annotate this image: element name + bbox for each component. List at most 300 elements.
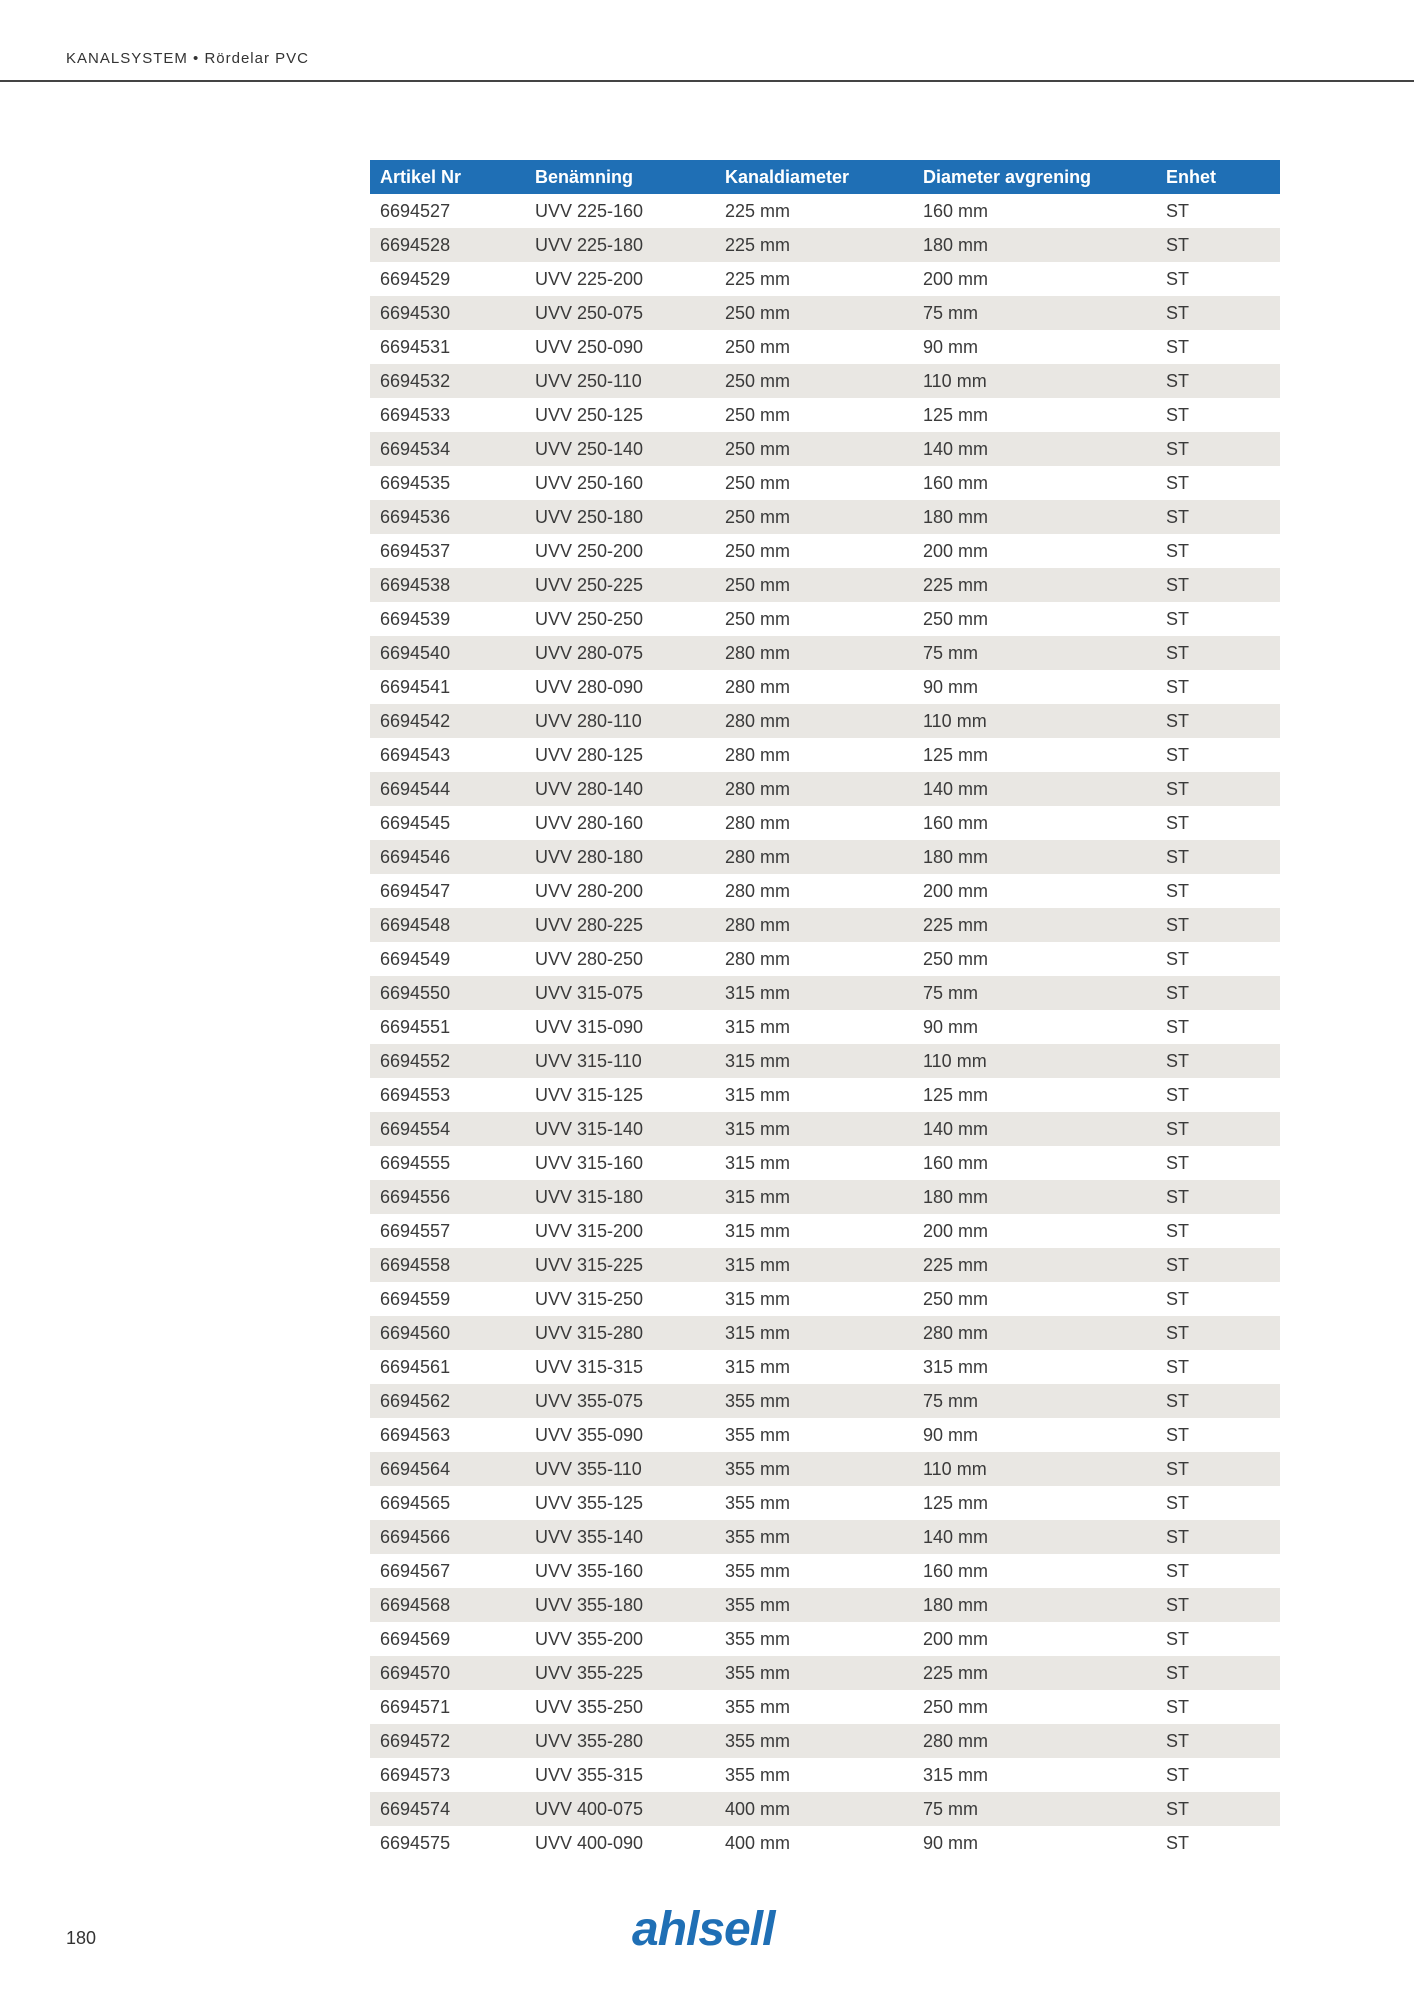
cell-benamning: UVV 315-250 (535, 1288, 644, 1309)
cell-enhet: ST (1156, 1724, 1280, 1758)
cell-diameter-avgrening: 180 mm (913, 840, 1156, 874)
cell-diameter-avgrening: 140 mm (913, 432, 1156, 466)
cell-artikel-nr: 6694575 (380, 1832, 451, 1853)
cell-kanaldiameter: 315 mm (725, 1084, 791, 1105)
cell-diameter-avgrening: 200 mm (923, 540, 989, 561)
cell-artikel-nr: 6694569 (380, 1628, 451, 1649)
table-row (370, 1418, 1280, 1452)
cell-enhet: ST (1156, 976, 1280, 1010)
cell-enhet: ST (1156, 1248, 1280, 1282)
cell-enhet: ST (1166, 812, 1190, 833)
cell-kanaldiameter: 315 mm (715, 976, 913, 1010)
cell-diameter-avgrening: 280 mm (913, 1316, 1156, 1350)
cell-kanaldiameter: 250 mm (725, 336, 791, 357)
cell-kanaldiameter: 250 mm (715, 432, 913, 466)
cell-diameter-avgrening: 110 mm (913, 364, 1156, 398)
cell-enhet: ST (1166, 1356, 1190, 1377)
cell-enhet: ST (1156, 1792, 1280, 1826)
cell-benamning: UVV 400-075 (525, 1792, 715, 1826)
table-row (370, 1078, 1280, 1112)
cell-benamning: UVV 280-075 (525, 636, 715, 670)
cell-diameter-avgrening: 75 mm (913, 1384, 1156, 1418)
cell-benamning: UVV 280-160 (535, 812, 644, 833)
table-row (370, 296, 1280, 330)
cell-kanaldiameter: 250 mm (725, 540, 791, 561)
cell-enhet: ST (1166, 1832, 1190, 1853)
cell-enhet: ST (1156, 1180, 1280, 1214)
cell-enhet: ST (1166, 1152, 1190, 1173)
cell-artikel-nr: 6694567 (380, 1560, 451, 1581)
cell-benamning: UVV 355-225 (525, 1656, 715, 1690)
cell-diameter-avgrening: 140 mm (913, 772, 1156, 806)
table-row (370, 1350, 1280, 1384)
column-header-benamning: Benämning (525, 160, 715, 194)
cell-kanaldiameter: 280 mm (715, 840, 913, 874)
cell-kanaldiameter: 355 mm (725, 1628, 791, 1649)
cell-enhet: ST (1166, 1764, 1190, 1785)
cell-kanaldiameter: 355 mm (715, 1588, 913, 1622)
table-row (370, 262, 1280, 296)
cell-artikel-nr: 6694531 (380, 336, 451, 357)
cell-kanaldiameter: 355 mm (725, 1764, 791, 1785)
cell-enhet: ST (1156, 364, 1280, 398)
cell-kanaldiameter: 315 mm (715, 1044, 913, 1078)
table-row (370, 1486, 1280, 1520)
cell-benamning: UVV 250-180 (525, 500, 715, 534)
table-row (370, 1316, 1280, 1350)
page-number: 180 (66, 1928, 97, 1948)
cell-kanaldiameter: 355 mm (725, 1696, 791, 1717)
cell-enhet: ST (1156, 432, 1280, 466)
cell-benamning: UVV 355-315 (535, 1764, 644, 1785)
cell-benamning: UVV 225-180 (525, 228, 715, 262)
cell-enhet: ST (1156, 636, 1280, 670)
cell-benamning: UVV 250-125 (535, 404, 644, 425)
cell-enhet: ST (1166, 608, 1190, 629)
cell-diameter-avgrening: 200 mm (923, 1220, 989, 1241)
cell-enhet: ST (1166, 1016, 1190, 1037)
cell-artikel-nr: 6694533 (380, 404, 451, 425)
cell-benamning: UVV 250-225 (525, 568, 715, 602)
cell-benamning: UVV 280-250 (535, 948, 644, 969)
cell-artikel-nr: 6694553 (380, 1084, 451, 1105)
cell-artikel-nr: 6694556 (370, 1180, 525, 1214)
cell-diameter-avgrening: 225 mm (913, 1656, 1156, 1690)
table-row (370, 874, 1280, 908)
cell-diameter-avgrening: 75 mm (913, 1792, 1156, 1826)
cell-diameter-avgrening: 125 mm (923, 1492, 989, 1513)
cell-benamning: UVV 280-180 (525, 840, 715, 874)
cell-enhet: ST (1166, 268, 1190, 289)
cell-diameter-avgrening: 180 mm (913, 500, 1156, 534)
cell-benamning: UVV 250-110 (525, 364, 715, 398)
cell-enhet: ST (1156, 1656, 1280, 1690)
cell-kanaldiameter: 400 mm (715, 1792, 913, 1826)
cell-benamning: UVV 225-160 (535, 200, 644, 221)
cell-artikel-nr: 6694541 (380, 676, 451, 697)
cell-kanaldiameter: 250 mm (715, 364, 913, 398)
cell-benamning: UVV 250-075 (525, 296, 715, 330)
cell-enhet: ST (1156, 704, 1280, 738)
table-row (370, 806, 1280, 840)
cell-diameter-avgrening: 280 mm (913, 1724, 1156, 1758)
cell-benamning: UVV 315-125 (535, 1084, 644, 1105)
cell-benamning: UVV 315-160 (535, 1152, 644, 1173)
cell-diameter-avgrening: 140 mm (913, 1520, 1156, 1554)
cell-enhet: ST (1166, 948, 1190, 969)
table-row (370, 194, 1280, 228)
cell-benamning: UVV 315-110 (525, 1044, 715, 1078)
cell-kanaldiameter: 315 mm (715, 1316, 913, 1350)
table-row (370, 1044, 1280, 1078)
cell-benamning: UVV 280-225 (525, 908, 715, 942)
cell-artikel-nr: 6694568 (370, 1588, 525, 1622)
cell-diameter-avgrening: 140 mm (913, 1112, 1156, 1146)
cell-diameter-avgrening: 160 mm (923, 1152, 989, 1173)
cell-diameter-avgrening: 160 mm (923, 812, 989, 833)
cell-artikel-nr: 6694563 (380, 1424, 451, 1445)
cell-benamning: UVV 355-110 (525, 1452, 715, 1486)
cell-diameter-avgrening: 75 mm (913, 296, 1156, 330)
cell-kanaldiameter: 280 mm (725, 880, 791, 901)
cell-diameter-avgrening: 75 mm (913, 636, 1156, 670)
cell-artikel-nr: 6694561 (380, 1356, 451, 1377)
cell-enhet: ST (1156, 1520, 1280, 1554)
cell-diameter-avgrening: 225 mm (913, 908, 1156, 942)
table-row (370, 976, 1280, 1010)
cell-kanaldiameter: 355 mm (715, 1452, 913, 1486)
cell-kanaldiameter: 280 mm (725, 676, 791, 697)
cell-enhet: ST (1166, 336, 1190, 357)
cell-diameter-avgrening: 250 mm (923, 608, 989, 629)
cell-kanaldiameter: 225 mm (725, 200, 791, 221)
cell-artikel-nr: 6694570 (370, 1656, 525, 1690)
cell-artikel-nr: 6694546 (370, 840, 525, 874)
cell-diameter-avgrening: 225 mm (913, 1248, 1156, 1282)
table-body (370, 194, 1280, 1860)
cell-diameter-avgrening: 110 mm (913, 704, 1156, 738)
cell-kanaldiameter: 315 mm (715, 1248, 913, 1282)
cell-diameter-avgrening: 125 mm (923, 404, 989, 425)
cell-diameter-avgrening: 250 mm (923, 948, 989, 969)
cell-artikel-nr: 6694527 (380, 200, 451, 221)
cell-artikel-nr: 6694574 (370, 1792, 525, 1826)
column-header-diameter-avgrening: Diameter avgrening (913, 160, 1156, 194)
cell-diameter-avgrening: 90 mm (923, 1424, 979, 1445)
cell-artikel-nr: 6694558 (370, 1248, 525, 1282)
table-row (370, 840, 1280, 874)
cell-enhet: ST (1166, 472, 1190, 493)
cell-diameter-avgrening: 315 mm (923, 1764, 989, 1785)
cell-kanaldiameter: 315 mm (725, 1152, 791, 1173)
cell-artikel-nr: 6694566 (370, 1520, 525, 1554)
cell-diameter-avgrening: 125 mm (923, 744, 989, 765)
cell-benamning: UVV 315-140 (525, 1112, 715, 1146)
table-row (370, 1792, 1280, 1826)
cell-kanaldiameter: 355 mm (725, 1492, 791, 1513)
cell-enhet: ST (1156, 1316, 1280, 1350)
table-row (370, 568, 1280, 602)
table-row (370, 364, 1280, 398)
table-header-row (370, 160, 1280, 194)
table-row (370, 1248, 1280, 1282)
product-table (370, 160, 1280, 1860)
cell-enhet: ST (1156, 1452, 1280, 1486)
cell-enhet: ST (1156, 228, 1280, 262)
cell-kanaldiameter: 315 mm (725, 1016, 791, 1037)
cell-diameter-avgrening: 160 mm (923, 1560, 989, 1581)
table-row (370, 1010, 1280, 1044)
cell-diameter-avgrening: 200 mm (923, 880, 989, 901)
cell-benamning: UVV 355-280 (525, 1724, 715, 1758)
ahlsell-logo: ahlsell (632, 1903, 775, 1956)
table-row (370, 1826, 1280, 1860)
cell-kanaldiameter: 280 mm (715, 704, 913, 738)
table-row (370, 670, 1280, 704)
cell-artikel-nr: 6694532 (370, 364, 525, 398)
table-row (370, 398, 1280, 432)
table-row (370, 228, 1280, 262)
cell-artikel-nr: 6694560 (370, 1316, 525, 1350)
cell-enhet: ST (1166, 404, 1190, 425)
cell-artikel-nr: 6694547 (380, 880, 451, 901)
cell-kanaldiameter: 280 mm (715, 636, 913, 670)
cell-diameter-avgrening: 200 mm (923, 268, 989, 289)
cell-benamning: UVV 250-200 (535, 540, 644, 561)
cell-artikel-nr: 6694573 (380, 1764, 451, 1785)
cell-enhet: ST (1156, 296, 1280, 330)
cell-artikel-nr: 6694559 (380, 1288, 451, 1309)
table-row (370, 704, 1280, 738)
cell-benamning: UVV 280-090 (535, 676, 644, 697)
cell-artikel-nr: 6694539 (380, 608, 451, 629)
cell-kanaldiameter: 355 mm (725, 1424, 791, 1445)
cell-benamning: UVV 280-200 (535, 880, 644, 901)
table-row (370, 1690, 1280, 1724)
cell-artikel-nr: 6694543 (380, 744, 451, 765)
column-header-kanaldiameter: Kanaldiameter (715, 160, 913, 194)
cell-benamning: UVV 355-140 (525, 1520, 715, 1554)
cell-artikel-nr: 6694552 (370, 1044, 525, 1078)
table-row (370, 1146, 1280, 1180)
cell-artikel-nr: 6694535 (380, 472, 451, 493)
cell-kanaldiameter: 315 mm (715, 1180, 913, 1214)
cell-benamning: UVV 280-125 (535, 744, 644, 765)
cell-kanaldiameter: 355 mm (715, 1724, 913, 1758)
cell-enhet: ST (1166, 1560, 1190, 1581)
cell-diameter-avgrening: 160 mm (923, 472, 989, 493)
cell-kanaldiameter: 280 mm (715, 772, 913, 806)
cell-benamning: UVV 225-200 (535, 268, 644, 289)
cell-diameter-avgrening: 180 mm (913, 1588, 1156, 1622)
cell-artikel-nr: 6694537 (380, 540, 451, 561)
cell-kanaldiameter: 280 mm (725, 948, 791, 969)
cell-diameter-avgrening: 90 mm (923, 1832, 979, 1853)
table-row (370, 1622, 1280, 1656)
column-header-enhet: Enhet (1156, 160, 1280, 194)
cell-artikel-nr: 6694551 (380, 1016, 451, 1037)
cell-diameter-avgrening: 250 mm (923, 1696, 989, 1717)
cell-kanaldiameter: 315 mm (725, 1356, 791, 1377)
cell-diameter-avgrening: 250 mm (923, 1288, 989, 1309)
cell-enhet: ST (1156, 1112, 1280, 1146)
table-row (370, 1656, 1280, 1690)
cell-diameter-avgrening: 180 mm (913, 1180, 1156, 1214)
cell-diameter-avgrening: 75 mm (913, 976, 1156, 1010)
cell-benamning: UVV 280-140 (525, 772, 715, 806)
cell-kanaldiameter: 280 mm (725, 744, 791, 765)
cell-kanaldiameter: 250 mm (725, 472, 791, 493)
cell-benamning: UVV 355-160 (535, 1560, 644, 1581)
cell-kanaldiameter: 315 mm (715, 1112, 913, 1146)
cell-kanaldiameter: 280 mm (725, 812, 791, 833)
column-header-artikel-nr: Artikel Nr (370, 160, 525, 194)
cell-diameter-avgrening: 90 mm (923, 336, 979, 357)
cell-kanaldiameter: 250 mm (725, 608, 791, 629)
cell-diameter-avgrening: 90 mm (923, 676, 979, 697)
cell-artikel-nr: 6694536 (370, 500, 525, 534)
cell-enhet: ST (1166, 1288, 1190, 1309)
cell-enhet: ST (1166, 1084, 1190, 1105)
cell-benamning: UVV 400-090 (535, 1832, 644, 1853)
table-row (370, 942, 1280, 976)
cell-artikel-nr: 6694555 (380, 1152, 451, 1173)
cell-enhet: ST (1166, 1696, 1190, 1717)
table-row (370, 432, 1280, 466)
table-row (370, 1282, 1280, 1316)
cell-artikel-nr: 6694554 (370, 1112, 525, 1146)
table-row (370, 738, 1280, 772)
cell-kanaldiameter: 280 mm (715, 908, 913, 942)
cell-artikel-nr: 6694534 (370, 432, 525, 466)
cell-benamning: UVV 355-125 (535, 1492, 644, 1513)
cell-artikel-nr: 6694530 (370, 296, 525, 330)
cell-kanaldiameter: 315 mm (725, 1220, 791, 1241)
cell-artikel-nr: 6694562 (370, 1384, 525, 1418)
cell-benamning: UVV 315-075 (525, 976, 715, 1010)
header-divider (0, 80, 1414, 82)
cell-enhet: ST (1156, 568, 1280, 602)
cell-enhet: ST (1166, 744, 1190, 765)
cell-artikel-nr: 6694528 (370, 228, 525, 262)
cell-kanaldiameter: 355 mm (715, 1656, 913, 1690)
table-row (370, 1112, 1280, 1146)
cell-benamning: UVV 250-160 (535, 472, 644, 493)
table-row (370, 1554, 1280, 1588)
table-row (370, 500, 1280, 534)
cell-enhet: ST (1166, 200, 1190, 221)
cell-artikel-nr: 6694549 (380, 948, 451, 969)
cell-artikel-nr: 6694557 (380, 1220, 451, 1241)
cell-artikel-nr: 6694540 (370, 636, 525, 670)
cell-benamning: UVV 355-090 (535, 1424, 644, 1445)
table-row (370, 1588, 1280, 1622)
cell-enhet: ST (1166, 1424, 1190, 1445)
table-row (370, 636, 1280, 670)
cell-artikel-nr: 6694542 (370, 704, 525, 738)
cell-benamning: UVV 280-110 (525, 704, 715, 738)
cell-diameter-avgrening: 180 mm (913, 228, 1156, 262)
cell-diameter-avgrening: 160 mm (923, 200, 989, 221)
cell-enhet: ST (1166, 1628, 1190, 1649)
cell-kanaldiameter: 250 mm (715, 296, 913, 330)
table-row (370, 1180, 1280, 1214)
table-row (370, 1520, 1280, 1554)
cell-enhet: ST (1166, 1492, 1190, 1513)
cell-enhet: ST (1156, 1044, 1280, 1078)
cell-kanaldiameter: 250 mm (715, 500, 913, 534)
table-row (370, 1384, 1280, 1418)
cell-kanaldiameter: 250 mm (715, 568, 913, 602)
cell-diameter-avgrening: 90 mm (923, 1016, 979, 1037)
table-row (370, 330, 1280, 364)
cell-artikel-nr: 6694550 (370, 976, 525, 1010)
table-row (370, 466, 1280, 500)
cell-enhet: ST (1156, 908, 1280, 942)
cell-artikel-nr: 6694544 (370, 772, 525, 806)
cell-diameter-avgrening: 110 mm (913, 1452, 1156, 1486)
cell-artikel-nr: 6694545 (380, 812, 451, 833)
cell-enhet: ST (1166, 880, 1190, 901)
cell-benamning: UVV 315-090 (535, 1016, 644, 1037)
cell-diameter-avgrening: 315 mm (923, 1356, 989, 1377)
table-row (370, 534, 1280, 568)
cell-enhet: ST (1156, 840, 1280, 874)
table-row (370, 908, 1280, 942)
cell-benamning: UVV 315-280 (525, 1316, 715, 1350)
cell-artikel-nr: 6694571 (380, 1696, 451, 1717)
cell-benamning: UVV 315-225 (525, 1248, 715, 1282)
cell-artikel-nr: 6694529 (380, 268, 451, 289)
cell-benamning: UVV 250-140 (525, 432, 715, 466)
cell-diameter-avgrening: 110 mm (913, 1044, 1156, 1078)
cell-kanaldiameter: 355 mm (715, 1520, 913, 1554)
page-header: KANALSYSTEM • Rördelar PVC (66, 50, 309, 67)
cell-kanaldiameter: 315 mm (725, 1288, 791, 1309)
cell-kanaldiameter: 225 mm (715, 228, 913, 262)
cell-artikel-nr: 6694565 (380, 1492, 451, 1513)
table-row (370, 772, 1280, 806)
table-row (370, 1214, 1280, 1248)
cell-artikel-nr: 6694564 (370, 1452, 525, 1486)
cell-diameter-avgrening: 125 mm (923, 1084, 989, 1105)
cell-diameter-avgrening: 225 mm (913, 568, 1156, 602)
cell-enhet: ST (1166, 676, 1190, 697)
cell-benamning: UVV 250-250 (535, 608, 644, 629)
table-row (370, 1452, 1280, 1486)
cell-enhet: ST (1156, 500, 1280, 534)
table-row (370, 1758, 1280, 1792)
cell-enhet: ST (1166, 1220, 1190, 1241)
cell-benamning: UVV 355-200 (535, 1628, 644, 1649)
cell-kanaldiameter: 355 mm (715, 1384, 913, 1418)
cell-artikel-nr: 6694538 (370, 568, 525, 602)
cell-benamning: UVV 315-180 (525, 1180, 715, 1214)
cell-enhet: ST (1156, 772, 1280, 806)
cell-kanaldiameter: 225 mm (725, 268, 791, 289)
cell-benamning: UVV 315-315 (535, 1356, 644, 1377)
cell-benamning: UVV 355-180 (525, 1588, 715, 1622)
cell-kanaldiameter: 400 mm (725, 1832, 791, 1853)
cell-kanaldiameter: 355 mm (725, 1560, 791, 1581)
cell-benamning: UVV 250-090 (535, 336, 644, 357)
cell-benamning: UVV 355-075 (525, 1384, 715, 1418)
cell-enhet: ST (1166, 540, 1190, 561)
table-row (370, 1724, 1280, 1758)
cell-artikel-nr: 6694572 (370, 1724, 525, 1758)
table-row (370, 602, 1280, 636)
cell-enhet: ST (1156, 1588, 1280, 1622)
